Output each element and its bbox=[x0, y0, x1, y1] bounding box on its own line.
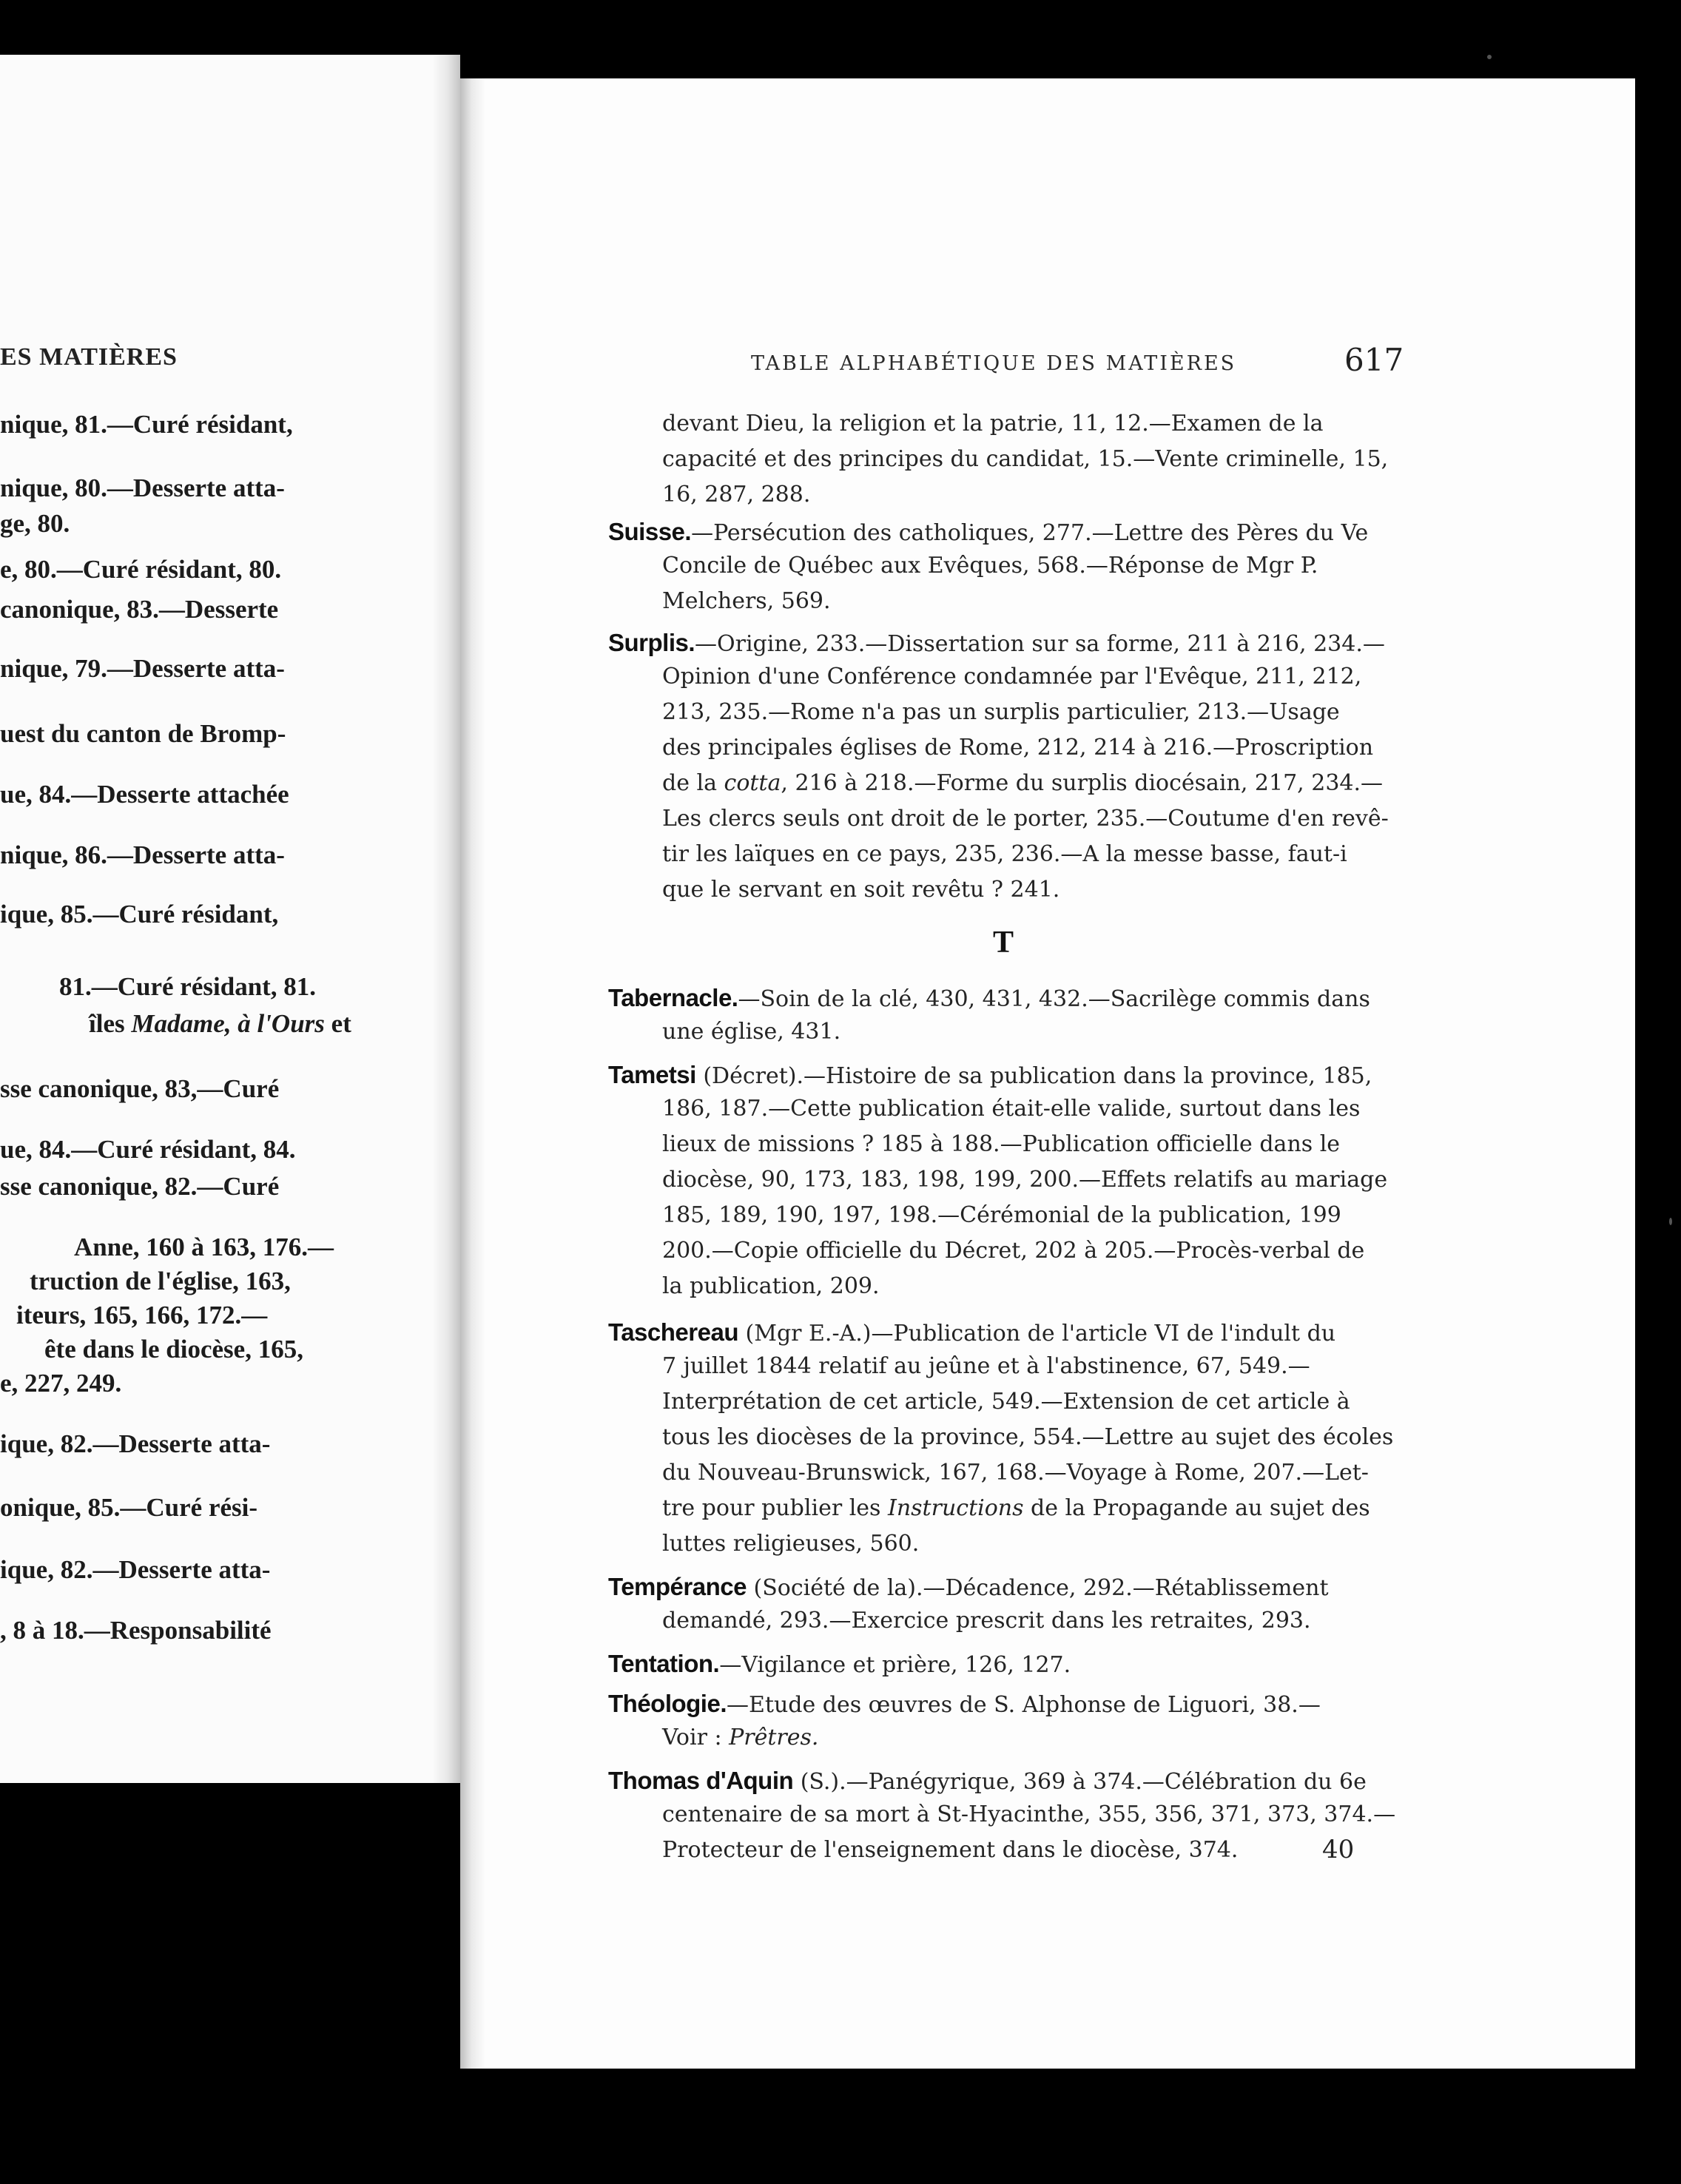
index-text-line: que le servant en soit revêtu ? 241. bbox=[662, 877, 1060, 903]
left-running-head: ES MATIÈRES bbox=[0, 343, 178, 371]
index-entry-first-line bbox=[608, 985, 1370, 1011]
index-text-line: la publication, 209. bbox=[662, 1273, 880, 1299]
left-text-line-italic: îles Madame, à l'Ours et bbox=[89, 1009, 351, 1038]
left-text-line: 81.—Curé résidant, 81. bbox=[59, 972, 317, 1001]
index-text-line: diocèse, 90, 173, 183, 198, 199, 200.—Effets relatifs au mariage bbox=[662, 1167, 1388, 1193]
index-headword: Suisse. bbox=[608, 518, 692, 545]
index-text-line: tous les diocèses de la province, 554.—Lettre au sujet des écoles bbox=[662, 1424, 1394, 1450]
left-text-line: nique, 80.—Desserte atta- bbox=[0, 473, 285, 502]
index-headword: Théologie. bbox=[608, 1690, 727, 1717]
index-headword: Tentation. bbox=[608, 1650, 720, 1677]
signature-mark: 40 bbox=[1322, 1835, 1355, 1864]
index-text-line: tir les laïques en ce pays, 235, 236.—A la messe basse, faut-i bbox=[662, 841, 1347, 867]
index-entry-text: —Origine, 233.—Dissertation sur sa forme, 211 à 216, 234.— bbox=[695, 631, 1385, 657]
index-text-line: centenaire de sa mort à St-Hyacinthe, 355, 356, 371, 373, 374.— bbox=[662, 1802, 1396, 1827]
index-text-line: luttes religieuses, 560. bbox=[662, 1531, 920, 1557]
index-entry-text: —Persécution des catholiques, 277.—Lettre des Pères du Ve bbox=[691, 520, 1369, 546]
index-entry-first-line bbox=[608, 1320, 1335, 1345]
index-entry-first-line bbox=[608, 1768, 1367, 1793]
index-entry-first-line bbox=[608, 519, 1368, 545]
index-text-line: Les clercs seuls ont droit de le porter, 235.—Coutume d'en revê- bbox=[662, 806, 1389, 832]
left-text-line: sse canonique, 82.—Curé bbox=[0, 1172, 280, 1201]
index-text-line-italic: de la cotta, 216 à 218.—Forme du surplis diocésain, 217, 234.— bbox=[662, 770, 1384, 796]
index-text-line: des principales églises de Rome, 212, 214 à 216.—Proscription bbox=[662, 735, 1374, 761]
running-head: TABLE ALPHABÉTIQUE DES MATIÈRES bbox=[751, 352, 1237, 375]
index-text-line: du Nouveau-Brunswick, 167, 168.—Voyage à Rome, 207.—Let- bbox=[662, 1460, 1369, 1486]
section-letter: T bbox=[993, 926, 1014, 960]
index-entry-text: —Soin de la clé, 430, 431, 432.—Sacrilège commis dans bbox=[738, 986, 1370, 1012]
page-number: 617 bbox=[1344, 342, 1404, 378]
index-text-line: Melchers, 569. bbox=[662, 588, 831, 614]
index-text-line: demandé, 293.—Exercice prescrit dans les retraites, 293. bbox=[662, 1608, 1311, 1634]
index-text-line: devant Dieu, la religion et la patrie, 11, 12.—Examen de la bbox=[662, 411, 1324, 437]
left-text-line: ique, 82.—Desserte atta- bbox=[0, 1429, 271, 1458]
index-entry-first-line bbox=[608, 630, 1385, 655]
index-text-line: 186, 187.—Cette publication était-elle valide, surtout dans les bbox=[662, 1096, 1361, 1122]
index-text-line: 213, 235.—Rome n'a pas un surplis particulier, 213.—Usage bbox=[662, 699, 1340, 725]
index-headword: Taschereau bbox=[608, 1318, 738, 1346]
index-entry-text: (Mgr E.-A.)—Publication de l'article VI de l'indult du bbox=[738, 1321, 1336, 1347]
index-text-line: Concile de Québec aux Evêques, 568.—Réponse de Mgr P. bbox=[662, 553, 1318, 579]
index-text-line-italic: Voir : Prêtres. bbox=[662, 1725, 819, 1750]
index-entry-first-line bbox=[608, 1062, 1372, 1088]
index-entry-text: —Etude des œuvres de S. Alphonse de Liguori, 38.— bbox=[727, 1692, 1321, 1718]
index-headword: Surplis. bbox=[608, 629, 695, 656]
index-text-line: 7 juillet 1844 relatif au jeûne et à l'abstinence, 67, 549.— bbox=[662, 1353, 1310, 1379]
gutter-shadow bbox=[432, 55, 460, 1783]
left-text-line: e, 227, 249. bbox=[0, 1369, 122, 1398]
left-text-line: ue, 84.—Curé résidant, 84. bbox=[0, 1135, 296, 1164]
index-entry-text: (Société de la).—Décadence, 292.—Rétablissement bbox=[746, 1575, 1329, 1601]
index-text-line: 16, 287, 288. bbox=[662, 482, 811, 508]
scan-speck bbox=[1669, 1218, 1672, 1225]
index-text-line: Opinion d'une Conférence condamnée par l'Evêque, 211, 212, bbox=[662, 664, 1362, 690]
left-text-line: ête dans le diocèse, 165, bbox=[44, 1335, 303, 1364]
left-text-line: uest du canton de Bromp- bbox=[0, 719, 286, 748]
index-entry-first-line bbox=[608, 1574, 1329, 1600]
left-text-line: canonique, 83.—Desserte bbox=[0, 595, 279, 624]
index-entry-text: (S.).—Panégyrique, 369 à 374.—Célébration du 6e bbox=[793, 1769, 1367, 1795]
left-text-line: nique, 86.—Desserte atta- bbox=[0, 840, 285, 869]
index-text-line: Protecteur de l'enseignement dans le diocèse, 374. bbox=[662, 1837, 1239, 1863]
index-headword: Tempérance bbox=[608, 1573, 747, 1600]
left-text-line: Anne, 160 à 163, 176.— bbox=[74, 1233, 334, 1261]
left-text-line: , 8 à 18.—Responsabilité bbox=[0, 1616, 272, 1645]
right-page bbox=[460, 78, 1635, 2069]
left-page bbox=[0, 55, 460, 1783]
scan-speck bbox=[1487, 55, 1492, 59]
index-headword: Tametsi bbox=[608, 1061, 696, 1088]
index-text-line: une église, 431. bbox=[662, 1019, 841, 1045]
left-text-line: ique, 82.—Desserte atta- bbox=[0, 1555, 271, 1584]
left-text-line: truction de l'église, 163, bbox=[30, 1267, 291, 1295]
index-headword: Tabernacle. bbox=[608, 984, 738, 1011]
index-text-line: lieux de missions ? 185 à 188.—Publication officielle dans le bbox=[662, 1131, 1341, 1157]
left-text-line: sse canonique, 83,—Curé bbox=[0, 1074, 280, 1103]
index-text-line: 185, 189, 190, 197, 198.—Cérémonial de la publication, 199 bbox=[662, 1202, 1341, 1228]
left-text-line: ue, 84.—Desserte attachée bbox=[0, 780, 289, 809]
index-text-line: 200.—Copie officielle du Décret, 202 à 205.—Procès-verbal de bbox=[662, 1238, 1365, 1264]
left-text-line: e, 80.—Curé résidant, 80. bbox=[0, 555, 282, 584]
gutter-shadow bbox=[460, 78, 485, 2069]
left-text-line: ique, 85.—Curé résidant, bbox=[0, 900, 279, 928]
index-entry-first-line bbox=[608, 1691, 1321, 1716]
left-text-line: onique, 85.—Curé rési- bbox=[0, 1493, 258, 1522]
index-text-line-italic: tre pour publier les Instructions de la Propagande au sujet des bbox=[662, 1495, 1370, 1521]
index-headword: Thomas d'Aquin bbox=[608, 1767, 794, 1794]
index-entry-text: —Vigilance et prière, 126, 127. bbox=[719, 1652, 1071, 1678]
index-entry-first-line bbox=[608, 1651, 1071, 1676]
left-text-line: iteurs, 165, 166, 172.— bbox=[16, 1301, 268, 1329]
left-text-line: nique, 81.—Curé résidant, bbox=[0, 410, 293, 439]
index-text-line: capacité et des principes du candidat, 15.—Vente criminelle, 15, bbox=[662, 446, 1389, 472]
left-text-line: nique, 79.—Desserte atta- bbox=[0, 654, 285, 683]
index-text-line: Interprétation de cet article, 549.—Extension de cet article à bbox=[662, 1389, 1350, 1415]
index-entry-text: (Décret).—Histoire de sa publication dans la province, 185, bbox=[695, 1063, 1372, 1089]
left-text-line: ge, 80. bbox=[0, 509, 70, 538]
